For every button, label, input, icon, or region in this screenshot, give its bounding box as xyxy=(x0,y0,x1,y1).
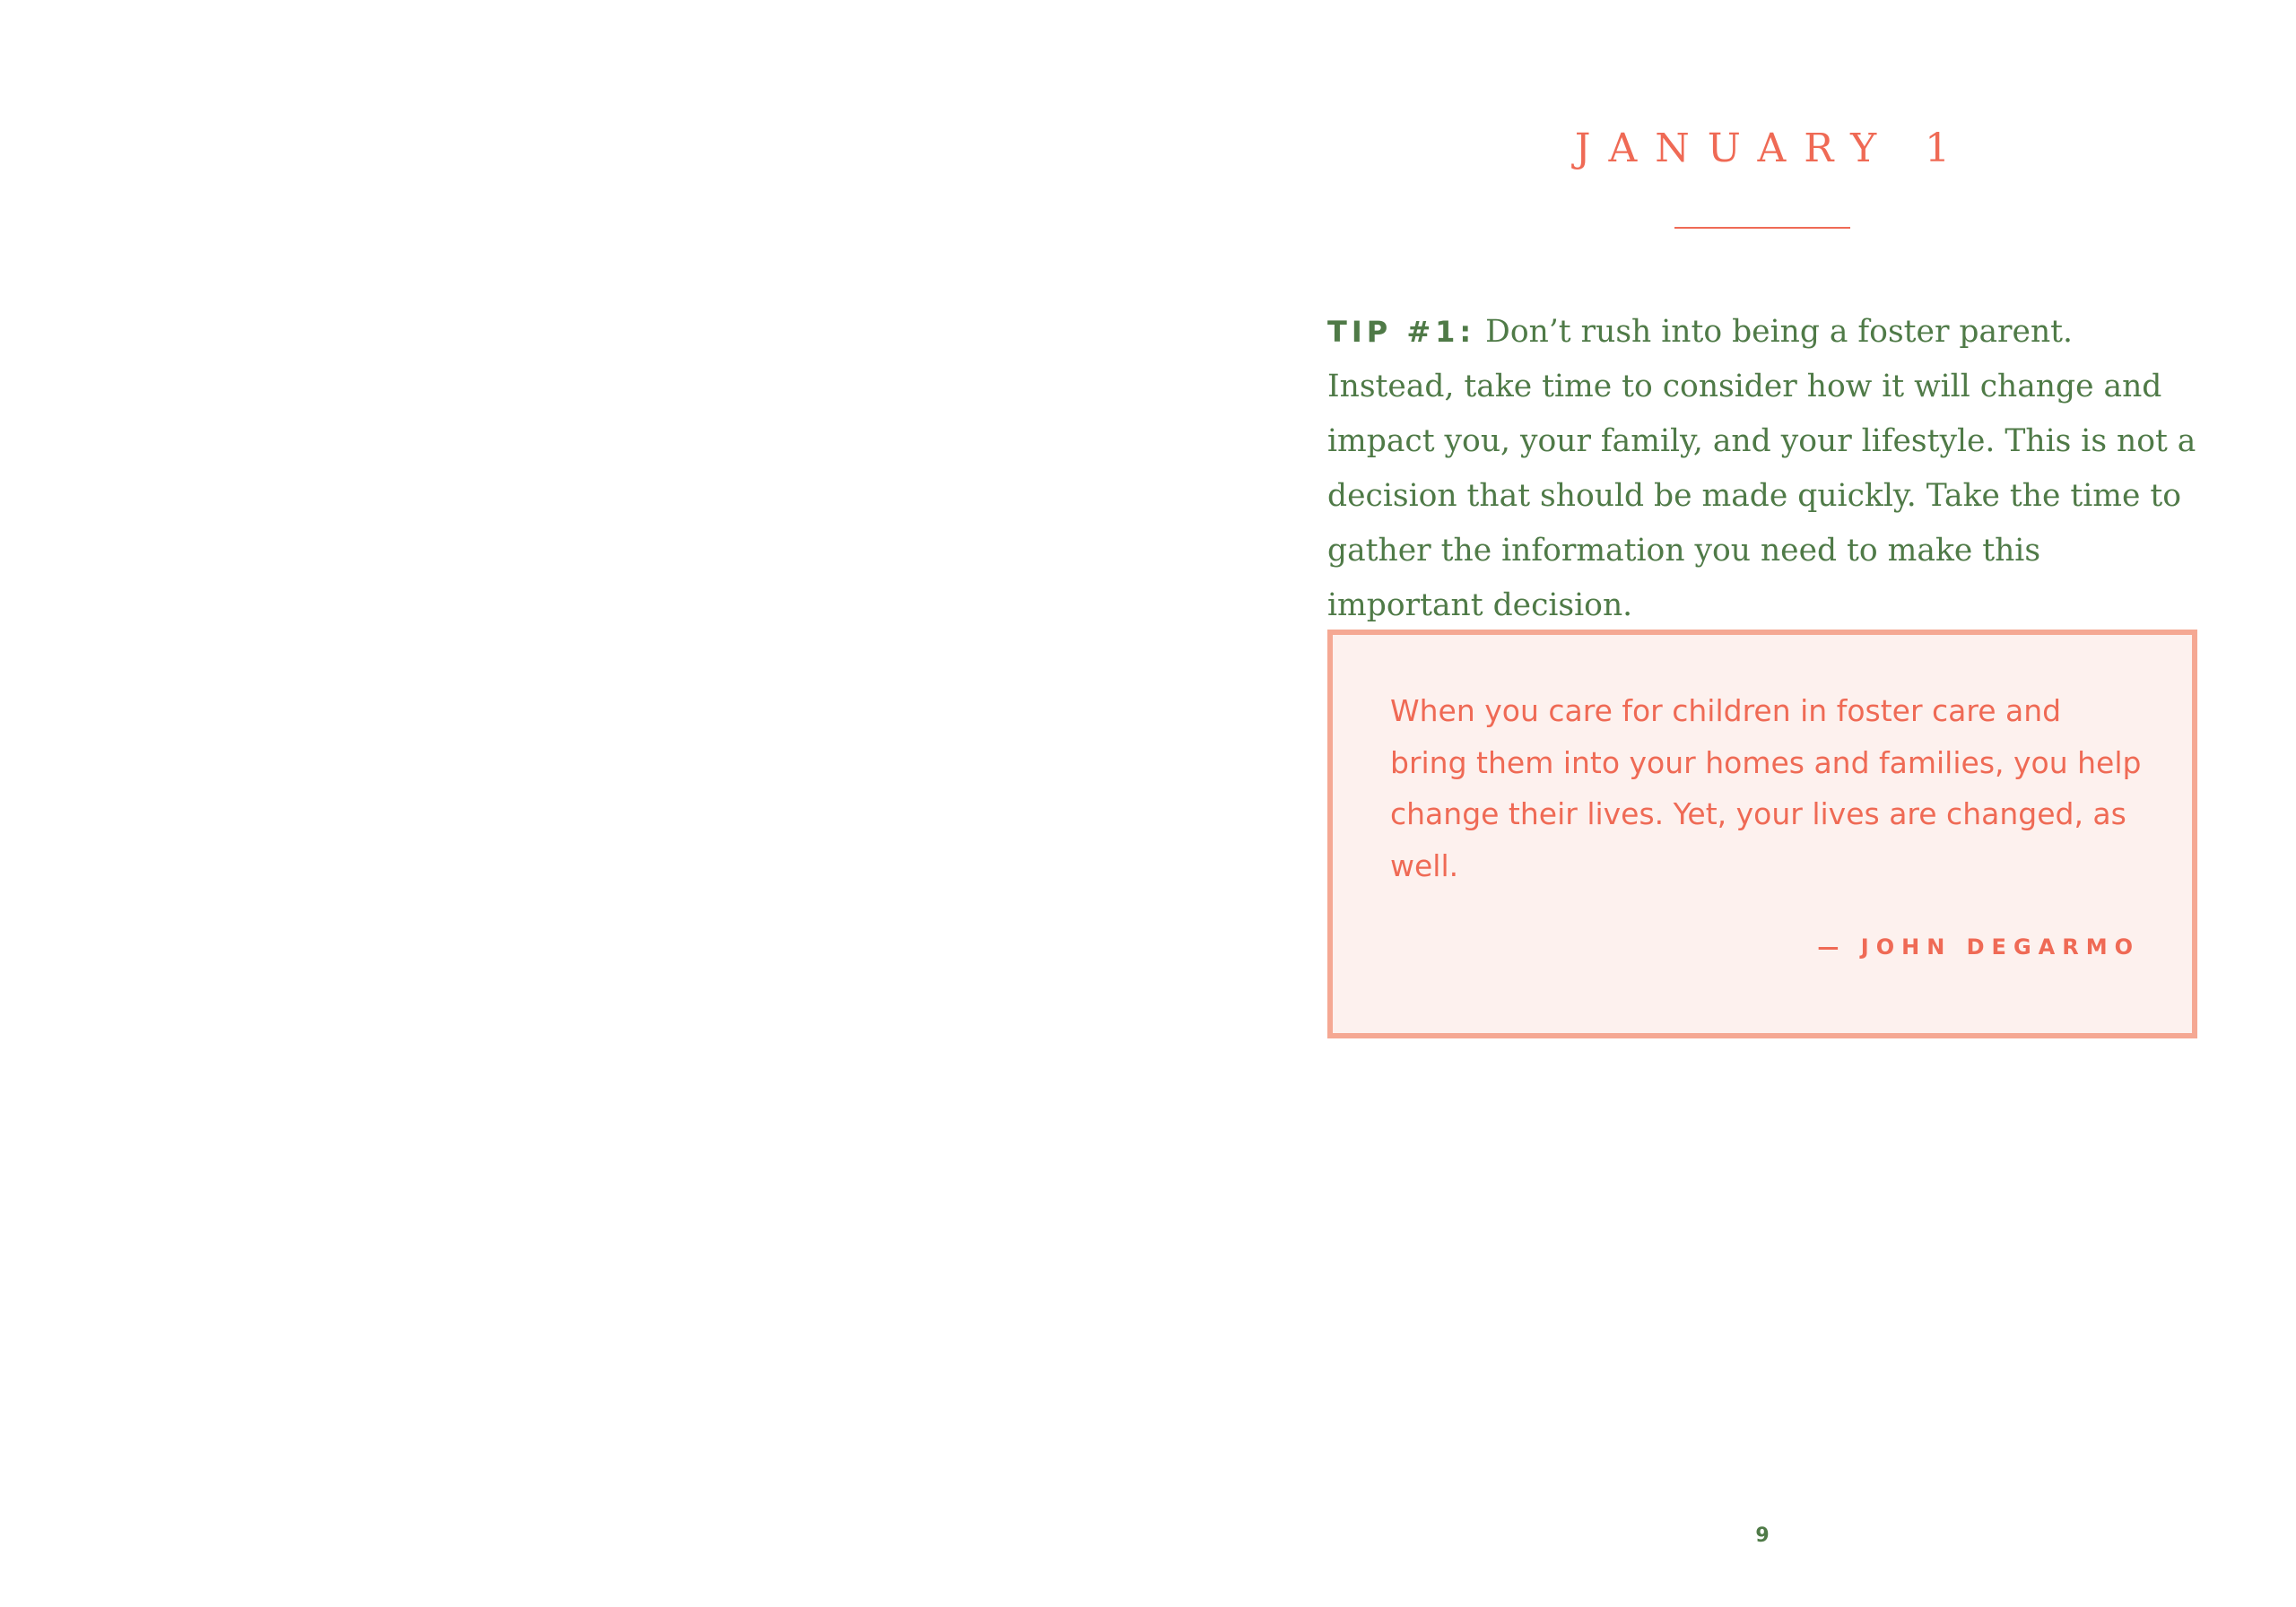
right-page xyxy=(1327,0,2197,1607)
tip-text: Don’t rush into being a foster parent. Instead, take time to consider how it will change and impact you, your family, and your lifestyle. This is not a decision that should be made quickly. Take the time to gather the information you need to make this important decision. xyxy=(1327,314,2196,623)
tip-label: TIP #1: xyxy=(1327,315,1476,349)
quote-text: When you care for children in foster care and bring them into your homes and families, you help change their lives. Yet, your lives are changed, as well. xyxy=(1390,693,2142,883)
quote-box xyxy=(1327,630,2197,1038)
tip-paragraph xyxy=(1327,305,2202,633)
date-divider xyxy=(1674,227,1850,229)
page-number: 9 xyxy=(1755,1524,1770,1547)
date-heading: JANUARY 1 xyxy=(1574,126,1969,171)
quote-attribution: — JOHN DEGARMO xyxy=(1817,934,2140,960)
